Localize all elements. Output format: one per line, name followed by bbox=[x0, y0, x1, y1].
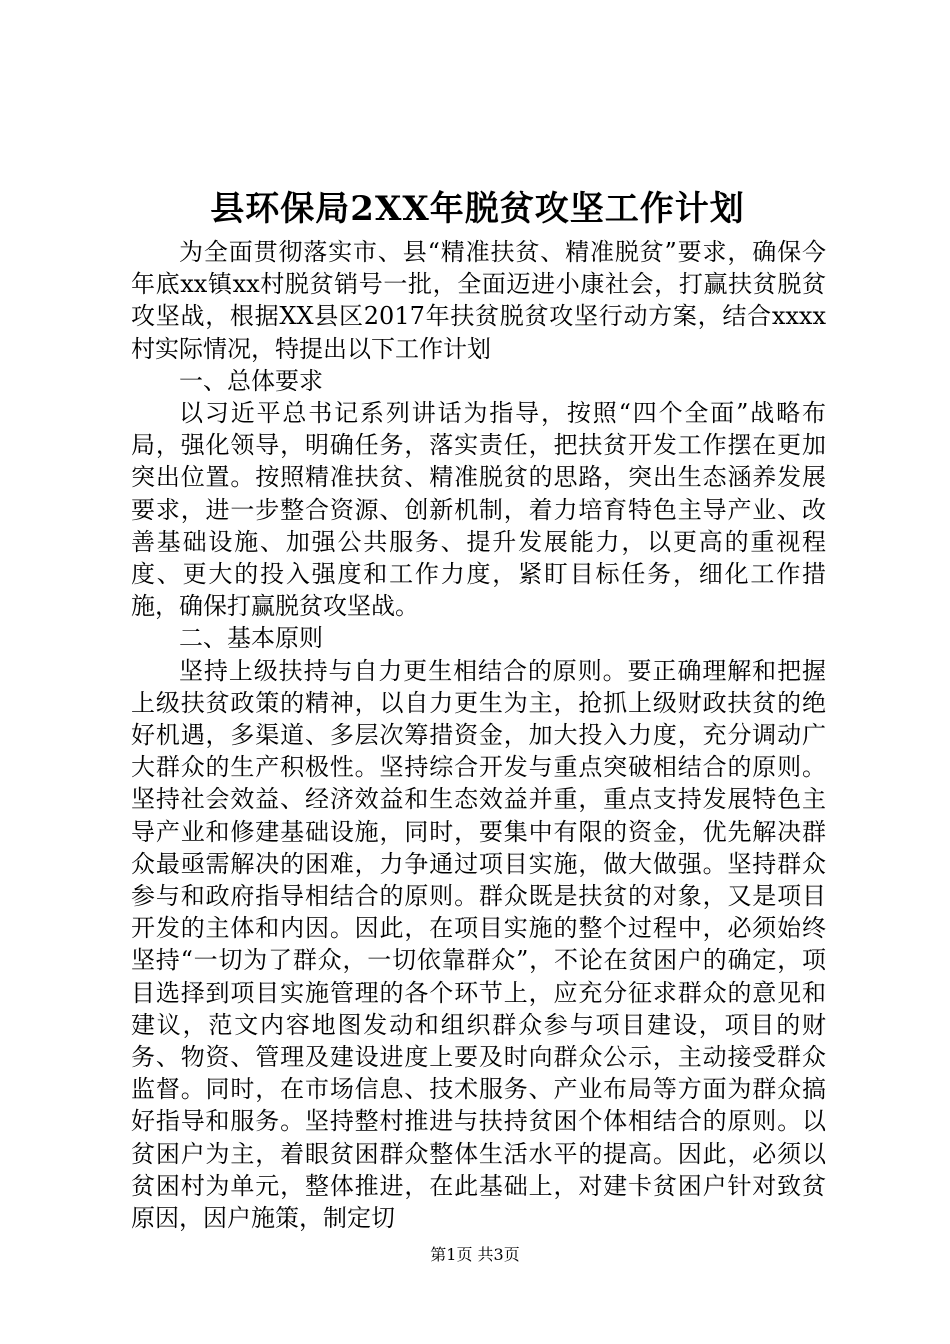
page-title: 县环保局2XX年脱贫攻坚工作计划 bbox=[210, 189, 745, 229]
basic-principles-paragraph: 坚持上级扶持与自力更生相结合的原则。要正确理解和把握上级扶贫政策的精神，以自力更生为主，抢抓上级财政扶贫的绝好机遇，多渠道、多层次筹措资金，加大投入力度，充分调动广大群众的生产积极性。坚持综合开发与重点突破相结合的原则。坚持社会效益、经济效益和生态效益并重，重点支持发展特色主导产业和修建基础设施，同时，要集中有限的资金，优先解决群众最亟需解决的困难，力争通过项目实施，做大做强。坚持群众参与和政府指导相结合的原则。群众既是扶贫的对象，又是项目开发的主体和内因。因此，在项目实施的整个过程中，必须始终坚持“一切为了群众，一切依靠群众”，不论在贫困户的确定，项目选择到项目实施管理的各个环节上，应充分征求群众的意见和建议，范文内容地图发动和组织群众参与项目建设，项目的财务、物资、管理及建设进度上要及时向群众公示，主动接受群众监督。同时，在市场信息、技术服务、产业布局等方面为群众搞好指导和服务。坚持整村推进与扶持贫困个体相结合的原则。以贫困户为主，着眼贫困群众整体生活水平的提高。因此，必须以贫困村为单元，整体推进，在此基础上，对建卡贫困户针对致贫原因，因户施策，制定切 bbox=[131, 656, 826, 1233]
section-heading-general-requirements: 一、总体要求 bbox=[179, 366, 323, 395]
general-requirements-paragraph: 以习近平总书记系列讲话为指导，按照“四个全面”战略布局，强化领导，明确任务，落实责任，把扶贫开发工作摆在更加突出位置。按照精准扶贫、精准脱贫的思路，突出生态涵养发展要求，进一步整合资源、创新机制，着力培育特色主导产业、改善基础设施、加强公共服务、提升发展能力，以更高的重视程度、更大的投入强度和工作力度，紧盯目标任务，细化工作措施，确保打赢脱贫攻坚战。 bbox=[131, 399, 826, 621]
page-number-footer: 第1页 共3页 bbox=[430, 1245, 520, 1264]
document-body bbox=[131, 236, 826, 1234]
section-heading-basic-principles: 二、基本原则 bbox=[179, 624, 323, 653]
intro-paragraph: 为全面贯彻落实市、县“精准扶贫、精准脱贫”要求，确保今年底xx镇xx村脱贫销号一批，全面迈进小康社会，打赢扶贫脱贫攻坚战，根据XX县区2017年扶贫脱贫攻坚行动方案，结合xxxx村实际情况，特提出以下工作计划 bbox=[131, 238, 826, 363]
